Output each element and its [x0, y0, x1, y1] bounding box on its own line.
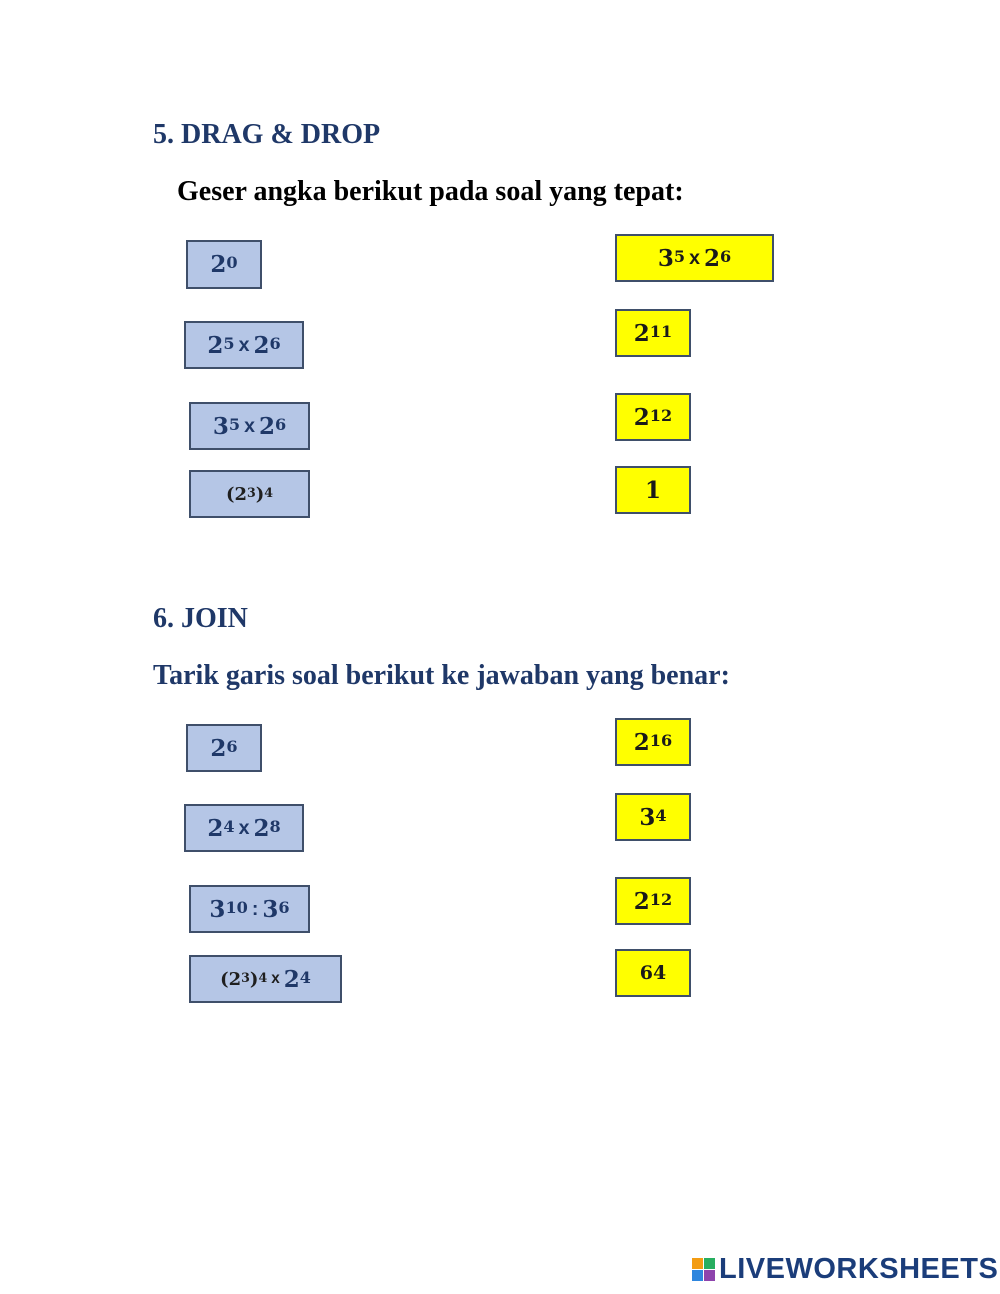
tile-exponent: 0	[226, 253, 238, 273]
tile-exponent: 6	[719, 246, 732, 266]
section-5-title: 5. DRAG & DROP	[153, 119, 381, 150]
multiply-operator: x	[244, 414, 255, 437]
tile-exponent: 4	[223, 816, 235, 836]
tile-exponent: 6	[269, 333, 281, 353]
logo-block	[704, 1270, 715, 1281]
tile-base: 3	[212, 412, 229, 440]
tile-exponent: 4	[258, 970, 268, 986]
join-question-2-pow-3-pow-4-times-2-pow-4[interactable]	[189, 955, 342, 1003]
tile-exponent: 11	[649, 321, 673, 341]
tile-base: 2	[633, 319, 650, 347]
liveworksheets-logo	[692, 1252, 998, 1286]
tile-exponent: 16	[649, 730, 673, 750]
tile-value: 64	[639, 962, 667, 984]
multiply-operator: x	[271, 970, 280, 987]
tile-exponent: 5	[673, 246, 686, 266]
section-6-title: 6. JOIN	[153, 603, 248, 634]
multiply-operator: x	[238, 816, 250, 839]
tile-exponent: 6	[226, 736, 238, 756]
tile-base: 2	[228, 968, 242, 990]
multiply-operator: x	[238, 333, 250, 356]
drop-target-3-pow-5-times-2-pow-6[interactable]	[615, 234, 774, 282]
tile-base: 2	[207, 814, 224, 842]
drag-tile-2-pow-0[interactable]	[186, 240, 262, 289]
tile-base: 2	[207, 331, 224, 359]
tile-base: 2	[633, 887, 650, 915]
logo-text: LIVEWORKSHEETS	[719, 1252, 999, 1285]
section-5-instruction: Geser angka berikut pada soal yang tepat:	[177, 176, 684, 207]
tile-exponent: 5	[223, 333, 235, 353]
tile-base: 2	[253, 331, 270, 359]
join-question-2-pow-4-times-2-pow-8[interactable]	[184, 804, 304, 852]
drop-target-2-pow-12[interactable]	[615, 393, 691, 441]
tile-base: 3	[639, 803, 656, 831]
tile-base: 2	[633, 403, 650, 431]
join-question-2-pow-6[interactable]	[186, 724, 262, 772]
drag-tile-3-pow-5-times-2-pow-6[interactable]	[189, 402, 310, 450]
section-6-instruction: Tarik garis soal berikut ke jawaban yang benar:	[153, 660, 730, 691]
logo-blocks-icon	[692, 1258, 715, 1281]
tile-base: 2	[703, 244, 720, 272]
open-paren: (	[220, 968, 229, 990]
join-answer-2-pow-12[interactable]	[615, 877, 691, 925]
tile-exponent: 12	[649, 889, 673, 909]
tile-exponent: 10	[225, 897, 248, 917]
tile-exponent: 5	[228, 414, 241, 434]
logo-block	[692, 1270, 703, 1281]
tile-base: 2	[234, 483, 247, 505]
logo-block	[704, 1258, 715, 1269]
tile-exponent: 3	[241, 970, 250, 986]
open-paren: (	[225, 483, 235, 505]
drop-target-2-pow-11[interactable]	[615, 309, 691, 357]
tile-base: 2	[283, 965, 300, 993]
close-paren: )	[255, 483, 265, 505]
tile-exponent: 3	[247, 485, 256, 501]
tile-base: 2	[258, 412, 275, 440]
tile-exponent: 4	[655, 805, 667, 825]
tile-base: 2	[210, 251, 227, 278]
tile-exponent: 12	[649, 405, 673, 425]
tile-exponent: 8	[269, 816, 281, 836]
join-answer-2-pow-16[interactable]	[615, 718, 691, 766]
tile-base: 2	[253, 814, 270, 842]
tile-exponent: 4	[299, 967, 311, 987]
tile-value: 1	[644, 476, 661, 504]
tile-exponent: 4	[264, 485, 274, 501]
drag-tile-2-pow-3-pow-4[interactable]	[189, 470, 310, 518]
tile-exponent: 6	[278, 897, 290, 917]
join-question-3-pow-10-div-3-pow-6[interactable]	[189, 885, 310, 933]
divide-operator: :	[251, 897, 259, 920]
tile-base: 3	[209, 895, 226, 923]
close-paren: )	[249, 968, 259, 990]
drag-tile-2-pow-5-times-2-pow-6[interactable]	[184, 321, 304, 369]
tile-base: 2	[210, 734, 227, 762]
tile-base: 3	[262, 895, 279, 923]
join-answer-64[interactable]	[615, 949, 691, 997]
tile-base: 3	[657, 244, 674, 272]
tile-exponent: 6	[274, 414, 287, 434]
logo-block	[692, 1258, 703, 1269]
tile-base: 2	[633, 728, 650, 756]
join-answer-3-pow-4[interactable]	[615, 793, 691, 841]
drop-target-1[interactable]	[615, 466, 691, 514]
multiply-operator: x	[689, 246, 700, 269]
